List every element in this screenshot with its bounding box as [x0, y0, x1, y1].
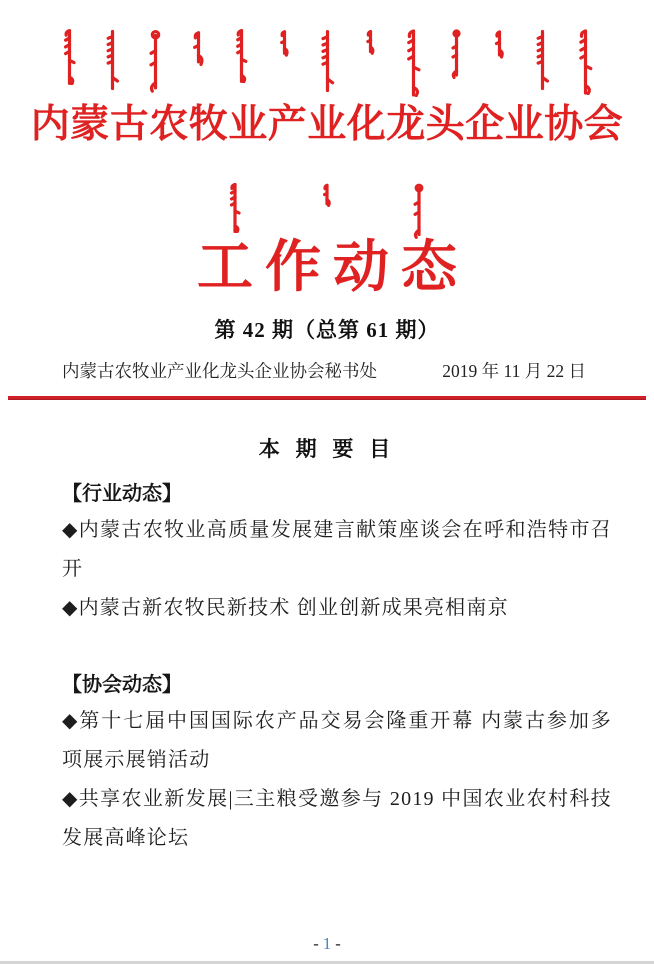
toc-item: ◆共享农业新发展|三主粮受邀参与 2019 中国农业农村科技发展高峰论坛: [62, 788, 612, 849]
page-number-value: 1: [322, 934, 332, 953]
mongolian-glyph-icon: [225, 183, 245, 233]
mongolian-glyph-icon: [232, 29, 251, 83]
contents-heading: 本 期 要 目: [258, 438, 396, 461]
table-of-contents: [0, 477, 654, 858]
page-number-prefix: -: [313, 934, 323, 953]
page-number-suffix: -: [331, 934, 341, 953]
bulletin-title: 工作动态: [197, 237, 469, 299]
mongolian-script-header: [0, 29, 654, 97]
publisher-row: [0, 359, 654, 383]
mongolian-glyph-icon: [318, 29, 337, 93]
mongolian-glyph-icon: [189, 29, 208, 67]
mongolian-glyph-icon: [103, 29, 122, 91]
toc-item: ◆第十七届中国国际农产品交易会隆重开幕 内蒙古参加多项展示展销活动: [62, 710, 612, 771]
mongolian-glyph-icon: [409, 183, 429, 239]
section-association-news: [62, 668, 612, 858]
toc-item: ◆内蒙古农牧业高质量发展建言献策座谈会在呼和浩特市召开: [62, 519, 612, 580]
mongolian-glyph-icon: [146, 29, 165, 93]
section-title: 【协会动态】: [62, 674, 182, 696]
toc-item: ◆内蒙古新农牧民新技术 创业创新成果亮相南京: [62, 597, 509, 619]
section-industry-news: [62, 477, 612, 628]
publisher-name: 内蒙古农牧业产业化龙头企业协会秘书处: [62, 361, 377, 381]
page-number: [0, 934, 654, 954]
mongolian-glyph-icon: [404, 29, 423, 97]
org-title: 内蒙古农牧业产业化龙头企业协会: [30, 103, 624, 146]
issue-number: 第 42 期（总第 61 期）: [214, 318, 440, 342]
mongolian-glyph-icon: [275, 29, 294, 57]
mongolian-glyph-icon: [447, 29, 466, 79]
section-title: 【行业动态】: [62, 483, 182, 505]
divider-rule: [8, 396, 646, 400]
mongolian-glyph-icon: [576, 29, 595, 95]
mongolian-script-subtitle: [0, 183, 654, 237]
mongolian-glyph-icon: [60, 29, 79, 85]
publish-date: 2019 年 11 月 22 日: [442, 361, 586, 381]
mongolian-glyph-icon: [317, 183, 337, 207]
mongolian-glyph-icon: [533, 29, 552, 91]
mongolian-glyph-icon: [490, 29, 509, 59]
mongolian-glyph-icon: [361, 29, 380, 55]
